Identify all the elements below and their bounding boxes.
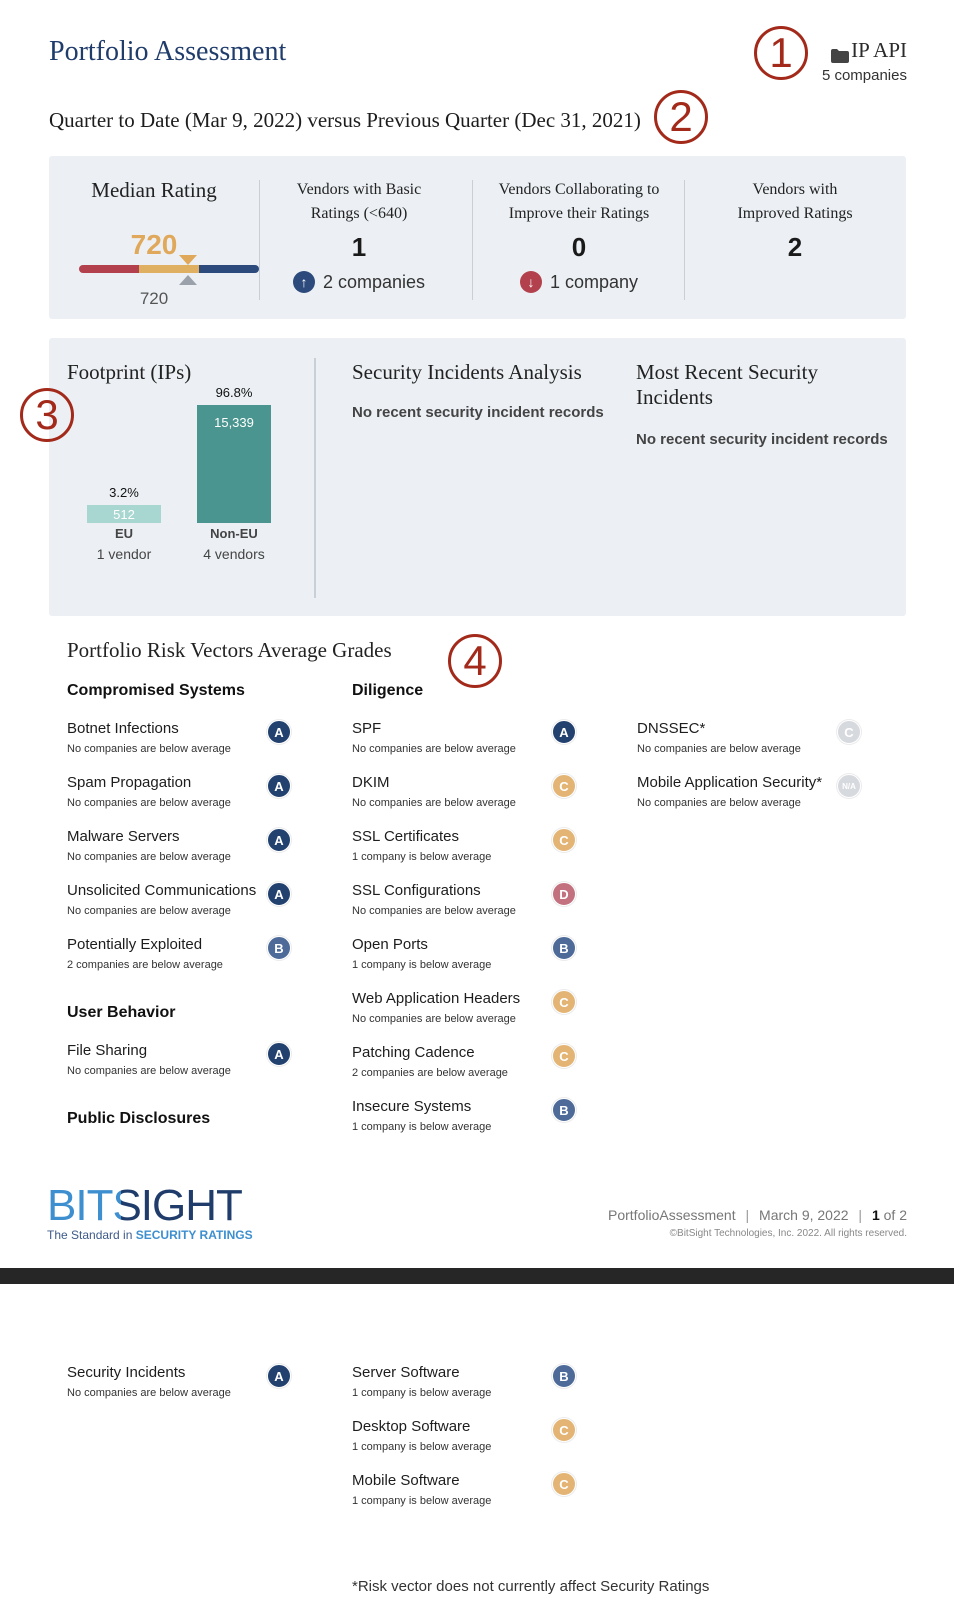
risk-vector-item[interactable] [67,828,297,882]
improved-label [699,178,891,226]
recent-title-line2: Incidents [636,385,713,409]
risk-vector-item[interactable] [352,990,582,1044]
footprint-bar-percent: 96.8% [215,385,253,400]
risk-vector-below-average: 1 company is below average [352,959,492,971]
improved-label-line2: Improved Ratings [737,205,853,222]
risk-vector-name: Mobile Software [352,1472,460,1489]
footer-page: 1 [871,1207,880,1223]
risk-vector-name: SSL Certificates [352,828,459,845]
previous-marker-icon [179,275,197,285]
logo-tagline [47,1228,253,1242]
footprint-chart [79,385,289,608]
basic-label-line2: Ratings (<640) [310,205,408,222]
median-rating [69,178,239,309]
collab-label-line2: Improve their Ratings [508,205,650,222]
logo-text: BITSIGHT [47,1181,242,1230]
risk-vector-item[interactable] [352,882,582,936]
recent-incidents-title [636,360,818,410]
risk-vector-item[interactable] [352,828,582,882]
risk-vector-below-average: 2 companies are below average [67,959,223,971]
footprint-bar-label: EU [114,526,134,541]
risk-vector-below-average: 1 company is below average [352,851,492,863]
diligence-list-2 [637,720,867,828]
incidents-analysis-message: No recent security incident records [352,404,604,421]
risk-vector-below-average: No companies are below average [352,743,516,755]
divider [472,180,473,300]
rating-scale-yellow [139,265,199,273]
risk-vector-name: Unsolicited Communications [67,882,257,899]
divider [684,180,685,300]
risk-vector-below-average: No companies are below average [352,797,516,809]
folder-icon [831,44,849,58]
summary-panel [49,156,906,319]
risk-vector-name: SPF [352,720,382,737]
grade-badge: C [552,1418,576,1442]
collab-label-line1: Vendors Collaborating to [498,181,660,198]
rating-scale-red [79,265,139,273]
footer-copyright: ©BitSight Technologies, Inc. 2022. All rights reserved. [669,1228,907,1239]
grade-badge: A [267,720,291,744]
risk-vector-below-average: No companies are below average [637,797,801,809]
risk-vector-name: DNSSEC* [637,720,706,737]
median-rating-value: 720 [130,229,178,260]
risk-vector-below-average: No companies are below average [67,905,231,917]
basic-ratings-change [274,271,444,293]
page-title: Portfolio Assessment [49,36,287,67]
basic-label-line1: Vendors with Basic [296,181,422,198]
risk-vector-below-average: 1 company is below average [352,1495,492,1507]
risk-vector-below-average: No companies are below average [67,1387,231,1399]
grade-badge: A [267,774,291,798]
page-break [0,1268,954,1284]
basic-ratings-label [274,178,444,226]
footprint-bar-eu [87,505,161,523]
risk-vector-name: Insecure Systems [352,1098,472,1115]
grade-badge: C [552,1472,576,1496]
grade-badge: D [552,882,576,906]
footprint-incidents-panel [49,338,906,616]
risk-vector-name: Open Ports [352,936,428,953]
risk-vector-item[interactable] [352,1098,582,1152]
category-public-disclosures: Public Disclosures [67,1110,211,1127]
footprint-bar-non-eu [197,405,271,523]
bitsight-logo [47,1181,253,1242]
risk-vector-below-average: No companies are below average [67,851,231,863]
grade-badge: B [267,936,291,960]
callout-2: 2 [654,90,708,144]
logo-wordmark [47,1181,253,1230]
rating-scale-blue [199,265,259,273]
portfolio-name: IP API [851,38,907,62]
risk-vector-below-average: 2 companies are below average [352,1067,508,1079]
incidents-analysis-title: Security Incidents Analysis [352,360,582,384]
callout-4: 4 [448,634,502,688]
risk-vector-item[interactable] [352,1472,582,1526]
grade-badge: A [267,1042,291,1066]
footer-page-of: of 2 [883,1207,907,1223]
footnote: *Risk vector does not currently affect Security Ratings [352,1578,710,1595]
risk-vector-name: Patching Cadence [352,1044,475,1061]
tagline-b: SECURITY RATINGS [135,1228,253,1242]
risk-vector-below-average: 1 company is below average [352,1387,492,1399]
portfolio-name-row[interactable] [822,38,907,63]
diligence-list [352,720,582,1152]
category-user-behavior: User Behavior [67,1004,176,1021]
basic-ratings-value: 1 [351,232,367,262]
category-diligence: Diligence [352,682,424,699]
footprint-bar-vendors: 4 vendors [203,546,265,562]
page2-list-left [67,1364,297,1418]
collab-value: 0 [571,232,587,262]
risk-vector-below-average: No companies are below average [352,1013,516,1025]
grade-badge: A [267,828,291,852]
grade-badge: A [552,720,576,744]
grade-badge: N/A [837,774,861,798]
portfolio-count: 5 companies [821,67,907,84]
risk-vectors-title: Portfolio Risk Vectors Average Grades [67,638,392,662]
improved-ratings [699,178,891,263]
grade-badge: A [267,1364,291,1388]
risk-vector-below-average: No companies are below average [67,1065,231,1077]
callout-1: 1 [754,26,808,80]
basic-ratings [274,178,444,293]
risk-vector-name: SSL Configurations [352,882,481,899]
grade-badge: B [552,1364,576,1388]
footer-date: March 9, 2022 [759,1207,849,1223]
grade-badge: C [837,720,861,744]
recent-title-line1: Most Recent Security [636,360,818,384]
tagline-a: The Standard in [47,1228,136,1242]
grade-badge: C [552,1044,576,1068]
risk-vector-name: Security Incidents [67,1364,186,1381]
risk-vector-item[interactable] [352,1418,582,1472]
category-compromised: Compromised Systems [67,682,245,699]
risk-vector-name: DKIM [352,774,390,791]
risk-vector-below-average: No companies are below average [67,743,231,755]
footprint-bar-percent: 3.2% [109,485,139,500]
risk-vector-item[interactable] [67,936,297,990]
compromised-list [67,720,297,990]
risk-vector-item[interactable] [67,882,297,936]
footprint-title: Footprint (IPs) [67,360,192,384]
page2-list-right [352,1364,582,1526]
current-marker-icon [179,255,197,265]
collaborating [481,178,677,293]
portfolio-header [822,38,907,84]
risk-vector-name: Web Application Headers [352,990,521,1007]
grade-badge: B [552,936,576,960]
risk-vector-name: File Sharing [67,1042,148,1059]
risk-vector-item[interactable] [637,720,867,774]
arrow-down-icon: ↓ [520,271,542,293]
improved-value: 2 [787,232,803,262]
risk-vector-name: Potentially Exploited [67,936,203,953]
risk-vector-item[interactable] [67,1042,297,1096]
collab-change-text: 1 company [549,271,639,292]
grade-badge: A [267,882,291,906]
risk-vector-name: Server Software [352,1364,460,1381]
collab-label [481,178,677,226]
risk-vector-item[interactable] [637,774,867,828]
risk-vector-name: Malware Servers [67,828,180,845]
user-behavior-list [67,1042,297,1096]
risk-vector-item[interactable] [67,720,297,774]
risk-vector-item[interactable] [67,774,297,828]
divider [314,358,316,598]
collab-change [481,271,677,293]
risk-vector-below-average: No companies are below average [67,797,231,809]
median-rating-label: Median Rating [91,178,217,202]
footer-doc-name: PortfolioAssessment [608,1207,736,1223]
risk-vector-below-average: 1 company is below average [352,1121,492,1133]
callout-3: 3 [20,388,74,442]
footprint-bar-count: 512 [113,507,135,522]
period-subtitle: Quarter to Date (Mar 9, 2022) versus Previous Quarter (Dec 31, 2021) [49,108,641,132]
risk-vector-below-average: 1 company is below average [352,1441,492,1453]
risk-vector-item[interactable] [352,1364,582,1418]
risk-vector-below-average: No companies are below average [352,905,516,917]
footprint-bar-vendors: 1 vendor [96,546,152,562]
divider [259,180,260,300]
rating-scale [69,261,239,301]
risk-vector-item[interactable] [67,1364,297,1418]
grade-badge: B [552,1098,576,1122]
risk-vector-name: Spam Propagation [67,774,192,791]
recent-incidents-message: No recent security incident records [636,431,888,448]
risk-vector-below-average: No companies are below average [637,743,801,755]
footer-meta: PortfolioAssessment | March 9, 2022 | 1 of 2 [608,1207,907,1223]
footprint-bar-label: Non-EU [210,526,258,541]
grade-badge: C [552,774,576,798]
risk-vector-item[interactable] [352,774,582,828]
improved-label-line1: Vendors with [752,181,838,198]
risk-vector-item[interactable] [352,720,582,774]
basic-change-text: 2 companies [322,271,426,292]
grade-badge: C [552,990,576,1014]
arrow-up-icon: ↑ [293,271,315,293]
grade-badge: C [552,828,576,852]
risk-vector-name: Desktop Software [352,1418,471,1435]
risk-vector-name: Botnet Infections [67,720,179,737]
risk-vector-name: Mobile Application Security* [637,774,823,791]
risk-vector-item[interactable] [352,936,582,990]
median-previous-value: 720 [139,289,169,308]
footprint-bar-count: 15,339 [214,415,254,430]
risk-vector-item[interactable] [352,1044,582,1098]
